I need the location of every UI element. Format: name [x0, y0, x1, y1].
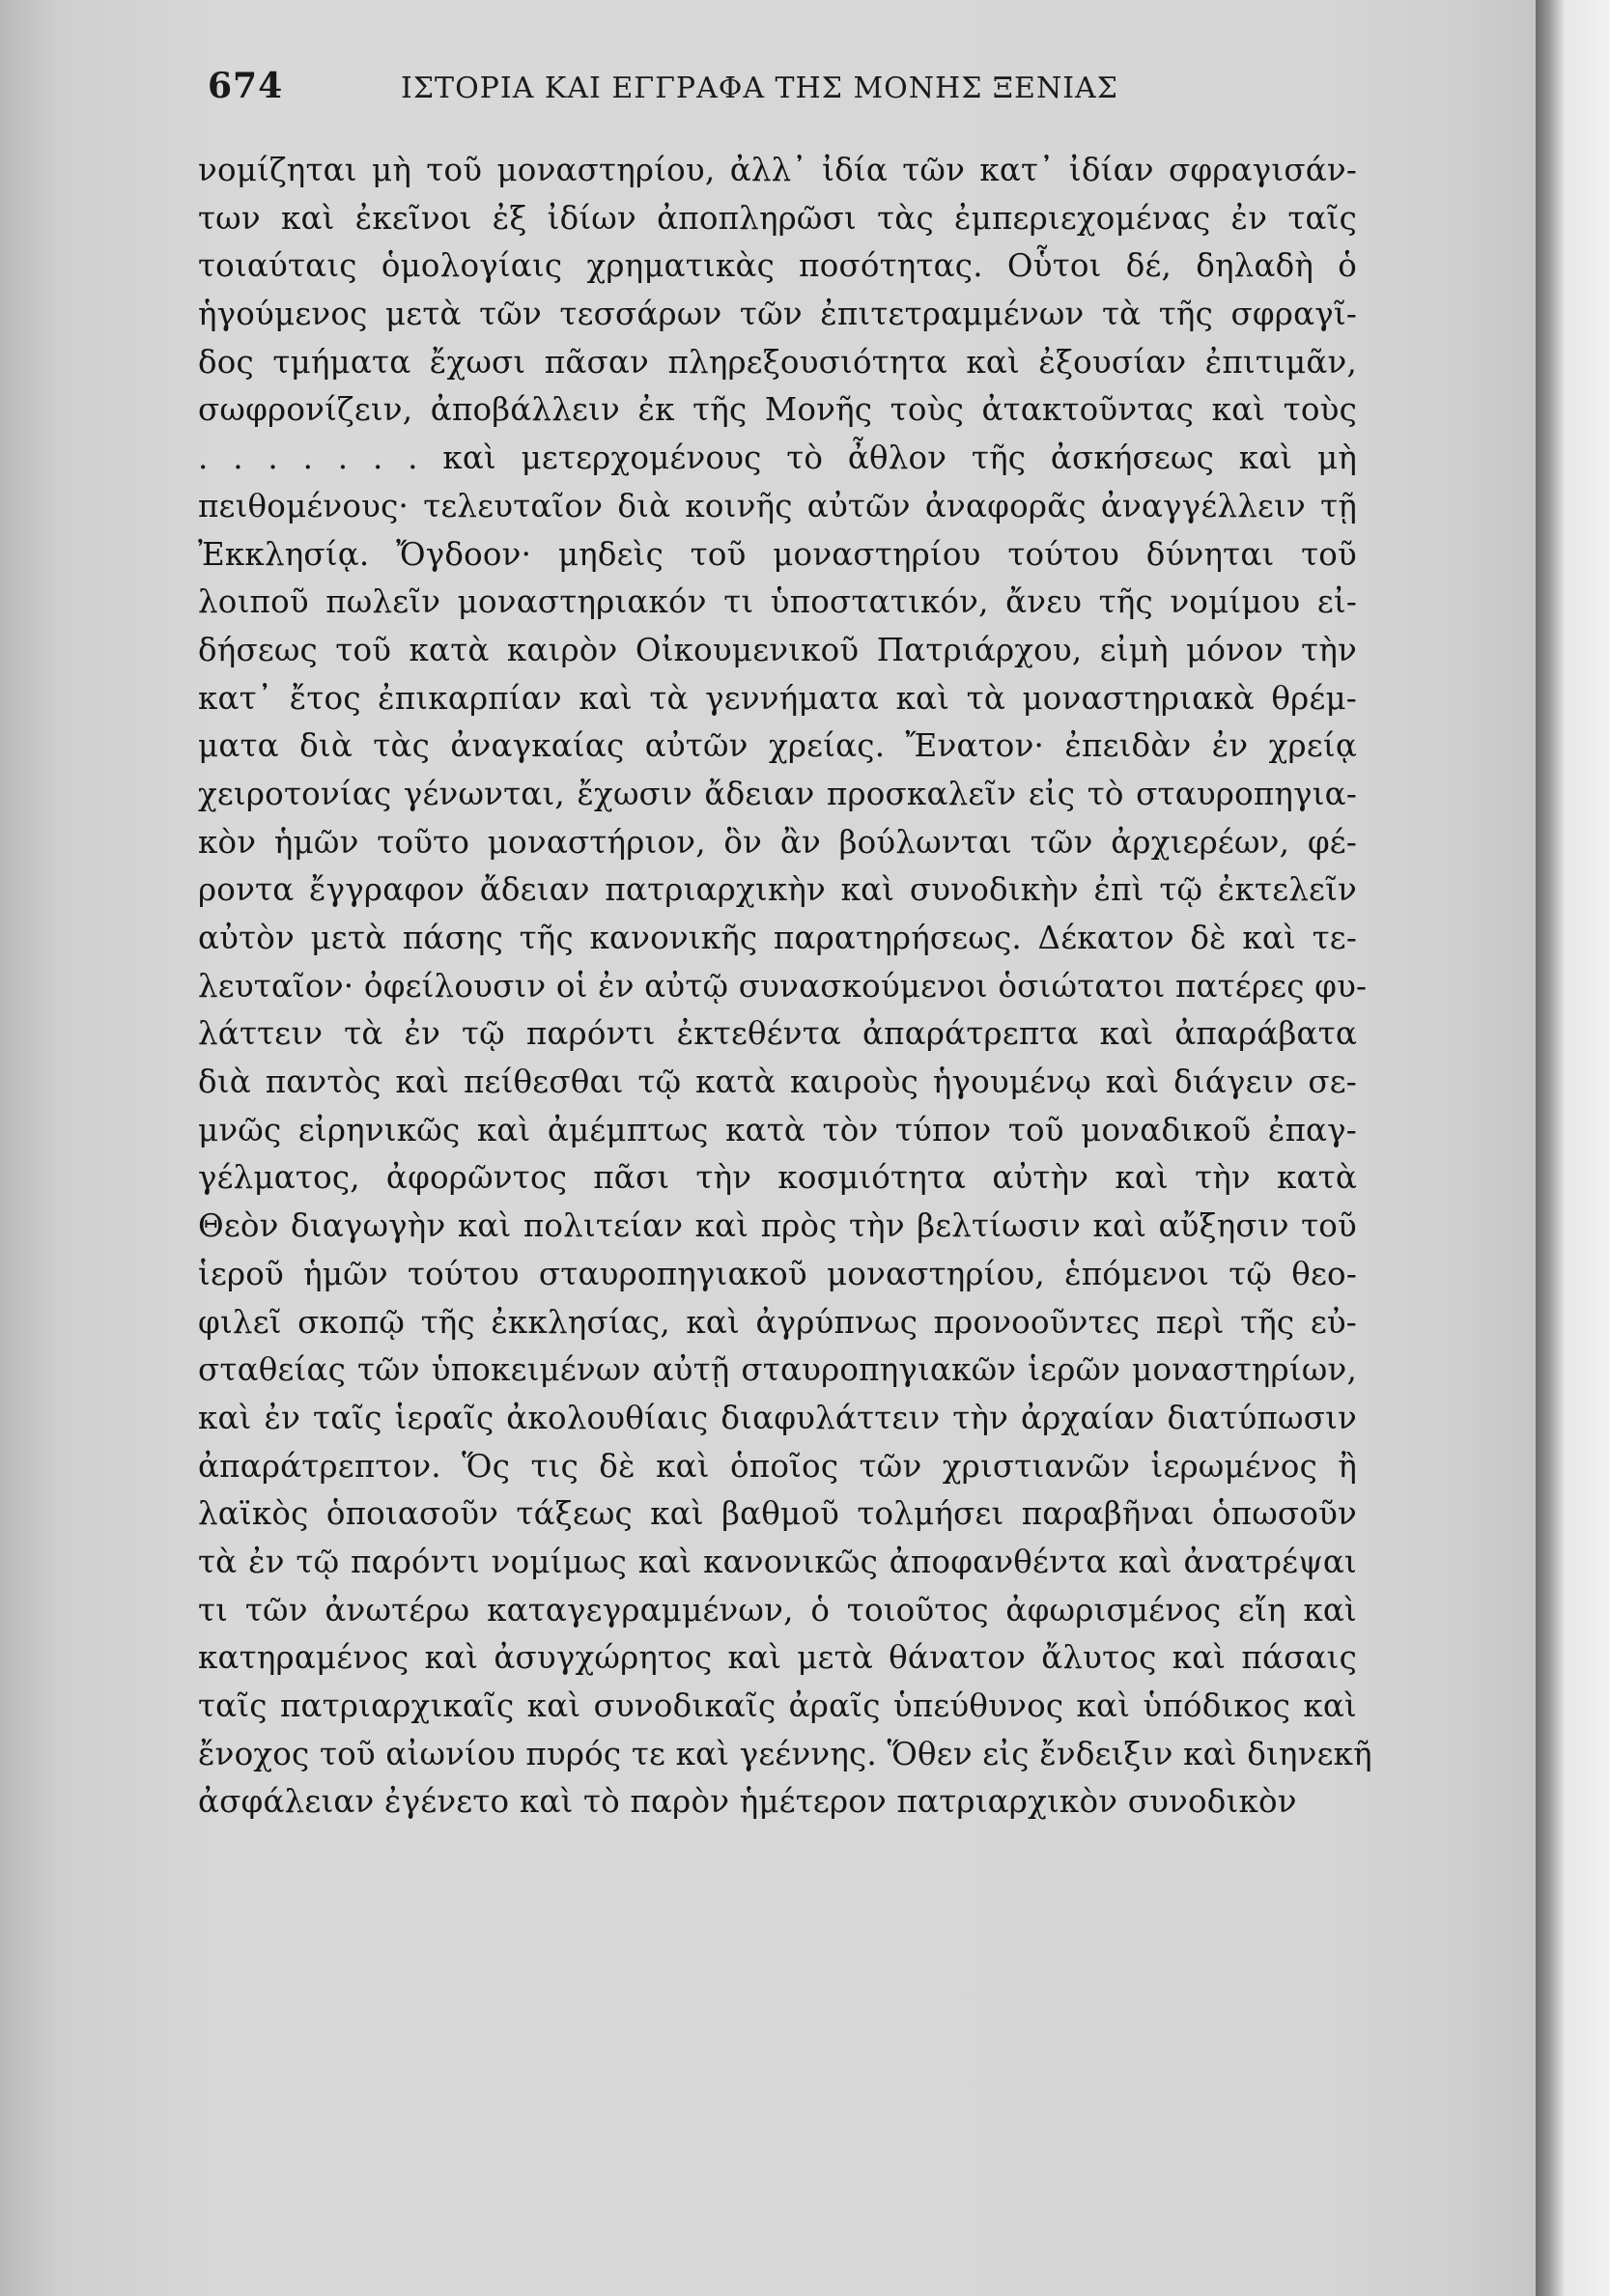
text-line: σταθείας τῶν ὑποκειμένων αὐτῇ σταυροπηγιακῶν ἱερῶν μοναστηρίων, — [198, 1351, 1357, 1389]
text-line: ἀπαράτρεπτον. Ὅς τις δὲ καὶ ὁποῖος τῶν χριστιανῶν ἱερωμένος ἢ — [198, 1447, 1357, 1485]
text-line: τὰ ἐν τῷ παρόντι νομίμως καὶ κανονικῶς ἀποφανθέντα καὶ ἀνατρέψαι — [198, 1543, 1357, 1580]
text-line: Ἐκκλησίᾳ. Ὄγδοον· μηδεὶς τοῦ μοναστηρίου τούτου δύνηται τοῦ — [198, 535, 1357, 573]
text-line: ἱεροῦ ἡμῶν τούτου σταυροπηγιακοῦ μοναστηρίου, ἑπόμενοι τῷ θεο- — [198, 1255, 1357, 1292]
text-line: λευταῖον· ὀφείλουσιν οἱ ἐν αὐτῷ συνασκούμενοι ὁσιώτατοι πατέρες φυ- — [198, 967, 1368, 1005]
text-line: τι τῶν ἀνωτέρω καταγεγραμμένων, ὁ τοιοῦτος ἀφωρισμένος εἴη καὶ — [198, 1591, 1357, 1629]
text-line: ροντα ἔγγραφον ἄδειαν πατριαρχικὴν καὶ συνοδικὴν ἐπὶ τῷ ἐκτελεῖν — [198, 871, 1357, 909]
text-line: μνῶς εἰρηνικῶς καὶ ἀμέμπτως κατὰ τὸν τύπον τοῦ μοναδικοῦ ἐπαγ- — [198, 1111, 1357, 1148]
text-line: σωφρονίζειν, ἀποβάλλειν ἐκ τῆς Μονῆς τοὺς ἀτακτοῦντας καὶ τοὺς — [198, 391, 1357, 429]
text-line: δος τμήματα ἔχωσι πᾶσαν πληρεξουσιότητα καὶ ἐξουσίαν ἐπιτιμᾶν, — [198, 343, 1357, 381]
text-line: κατηραμένος καὶ ἀσυγχώρητος καὶ μετὰ θάνατον ἄλυτος καὶ πάσαις — [198, 1639, 1357, 1677]
page-number: 674 — [208, 66, 284, 106]
text-line: διὰ παντὸς καὶ πείθεσθαι τῷ κατὰ καιροὺς ἡγουμένῳ καὶ διάγειν σε- — [198, 1063, 1357, 1101]
text-line: κατ᾽ ἔτος ἐπικαρπίαν καὶ τὰ γεννήματα καὶ τὰ μοναστηριακὰ θρέμ- — [198, 679, 1357, 717]
page-edge-shadow — [1536, 0, 1610, 2296]
text-line: καὶ ἐν ταῖς ἱεραῖς ἀκολουθίαις διαφυλάττειν τὴν ἀρχαίαν διατύπωσιν — [198, 1399, 1357, 1436]
text-line: Θεὸν διαγωγὴν καὶ πολιτείαν καὶ πρὸς τὴν βελτίωσιν καὶ αὔξησιν τοῦ — [198, 1207, 1357, 1245]
text-line: ἀσφάλειαν ἐγένετο καὶ τὸ παρὸν ἡμέτερον πατριαρχικὸν συνοδικὸν — [198, 1783, 1297, 1821]
running-title: ΙΣΤΟΡΙΑ ΚΑΙ ΕΓΓΡΑΦΑ ΤΗΣ ΜΟΝΗΣ ΞΕΝΙΑΣ — [401, 71, 1118, 105]
text-line: ταῖς πατριαρχικαῖς καὶ συνοδικαῖς ἀραῖς ὑπεύθυνος καὶ ὑπόδικος καὶ — [198, 1687, 1357, 1724]
text-line: τοιαύταις ὁμολογίαις χρηματικὰς ποσότητας. Οὗτοι δέ, δηλαδὴ ὁ — [198, 247, 1357, 285]
text-line: ἔνοχος τοῦ αἰωνίου πυρός τε καὶ γεέννης. Ὅθεν εἰς ἔνδειξιν καὶ διηνεκῆ — [198, 1735, 1372, 1772]
text-line: πειθομένους· τελευταῖον διὰ κοινῆς αὐτῶν ἀναφορᾶς ἀναγγέλλειν τῇ — [198, 487, 1357, 524]
text-line: λοιποῦ πωλεῖν μοναστηριακόν τι ὑποστατικόν, ἄνευ τῆς νομίμου εἰ- — [198, 583, 1357, 621]
text-line: λαϊκὸς ὁποιασοῦν τάξεως καὶ βαθμοῦ τολμήσει παραβῆναι ὁπωσοῦν — [198, 1495, 1357, 1533]
text-line: κὸν ἡμῶν τοῦτο μοναστήριον, ὃν ἂν βούλωνται τῶν ἀρχιερέων, φέ- — [198, 823, 1357, 861]
text-line: νομίζηται μὴ τοῦ μοναστηρίου, ἀλλ᾽ ἰδία τῶν κατ᾽ ἰδίαν σφραγισάν- — [198, 152, 1357, 188]
text-line: γέλματος, ἀφορῶντος πᾶσι τὴν κοσμιότητα αὐτὴν καὶ τὴν κατὰ — [198, 1159, 1357, 1197]
text-line: χειροτονίας γένωνται, ἔχωσιν ἄδειαν προσκαλεῖν εἰς τὸ σταυροπηγια- — [198, 775, 1357, 812]
text-line: . . . . . . . καὶ μετερχομένους τὸ ἆθλον τῆς ἀσκήσεως καὶ μὴ — [198, 439, 1357, 477]
text-line: ἡγούμενος μετὰ τῶν τεσσάρων τῶν ἐπιτετραμμένων τὰ τῆς σφραγῖ- — [198, 296, 1357, 333]
text-line: λάττειν τὰ ἐν τῷ παρόντι ἐκτεθέντα ἀπαράτρεπτα καὶ ἀπαράβατα — [198, 1015, 1357, 1053]
text-line: δήσεως τοῦ κατὰ καιρὸν Οἰκουμενικοῦ Πατριάρχου, εἰμὴ μόνον τὴν — [198, 631, 1357, 668]
text-line: των καὶ ἐκεῖνοι ἐξ ἰδίων ἀποπληρῶσι τὰς ἐμπεριεχομένας ἐν ταῖς — [198, 199, 1357, 237]
text-line: φιλεῖ σκοπῷ τῆς ἐκκλησίας, καὶ ἀγρύπνως προνοοῦντες περὶ τῆς εὐ- — [198, 1303, 1357, 1341]
text-line: αὐτὸν μετὰ πάσης τῆς κανονικῆς παρατηρήσεως. Δέκατον δὲ καὶ τε- — [198, 920, 1357, 956]
page-header — [208, 66, 1415, 124]
text-line: ματα διὰ τὰς ἀναγκαίας αὐτῶν χρείας. Ἔνατον· ἐπειδὰν ἐν χρείᾳ — [198, 727, 1357, 765]
body-text — [198, 147, 1372, 1827]
